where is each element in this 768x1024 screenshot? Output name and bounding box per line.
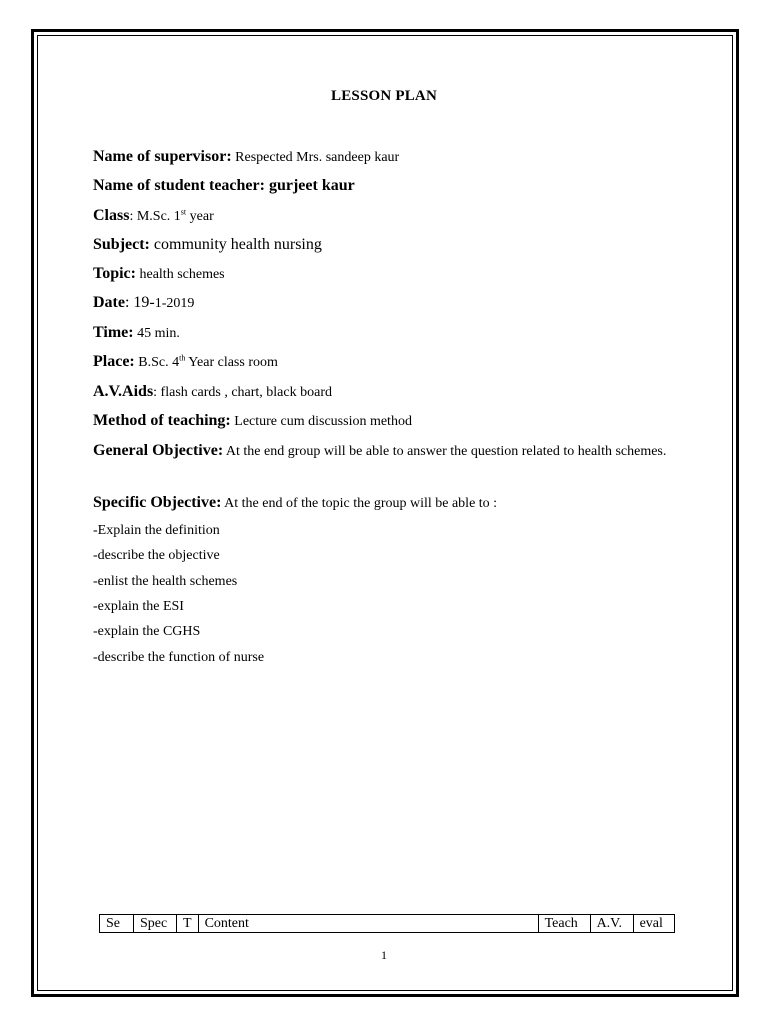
general-objective-block (93, 438, 688, 465)
table-header-cell: Teach (538, 915, 590, 933)
date-value-b: 1-2019 (154, 296, 195, 311)
topic-line (93, 264, 225, 285)
objective-item: -Explain the definition (93, 523, 220, 538)
lesson-plan-table-header (99, 914, 675, 933)
table-header-cell: eval (633, 915, 674, 933)
subject-value: community health nursing (149, 236, 322, 253)
table-header-row (100, 915, 675, 933)
objective-item: -describe the function of nurse (93, 650, 265, 665)
class-value-post: year (186, 209, 214, 224)
date-line (93, 293, 194, 314)
place-line (93, 352, 278, 373)
student-teacher-line (93, 176, 355, 197)
time-value: 45 min. (133, 326, 180, 341)
class-superscript: st (180, 207, 187, 217)
table-header-cell: Se (100, 915, 134, 933)
place-value-post: Year class room (185, 355, 278, 370)
av-aids-value: : flash cards , chart, black board (153, 385, 332, 400)
objective-item: -enlist the health schemes (93, 574, 238, 589)
subject-label: Subject: (93, 236, 150, 253)
av-aids-label: A.V.Aids (93, 383, 154, 400)
time-label: Time: (93, 324, 134, 341)
supervisor-line (93, 147, 399, 168)
objective-item: -explain the ESI (93, 599, 184, 614)
method-label: Method of teaching: (93, 412, 231, 429)
subject-line (93, 235, 322, 256)
table-header-cell: A.V. (590, 915, 633, 933)
page-number: 1 (381, 948, 387, 962)
method-line (93, 411, 412, 432)
place-superscript: th (179, 353, 186, 363)
supervisor-value: Respected Mrs. sandeep kaur (231, 150, 400, 165)
table-header-cell: Spec (134, 915, 177, 933)
date-label: Date (93, 294, 125, 311)
objective-item: -explain the CGHS (93, 624, 201, 639)
method-value: Lecture cum discussion method (230, 414, 412, 429)
general-objective-label: General Objective: (93, 442, 224, 459)
specific-objective-line (93, 493, 497, 514)
page-title: LESSON PLAN (331, 88, 437, 104)
supervisor-label: Name of supervisor: (93, 148, 232, 165)
student-teacher-label: Name of student teacher: gurjeet kaur (93, 177, 355, 194)
av-aids-line (93, 382, 332, 403)
general-objective-value: At the end group will be able to answer the question related to health schemes. (223, 444, 667, 459)
table-header-cell: T (177, 915, 199, 933)
topic-label: Topic: (93, 265, 136, 282)
objective-item: -describe the objective (93, 548, 220, 563)
date-value-a: : 19- (124, 294, 155, 311)
specific-objective-value: At the end of the topic the group will be able to : (221, 496, 498, 511)
place-label: Place: (93, 353, 135, 370)
class-value-pre: : M.Sc. 1 (129, 209, 181, 224)
table-header-cell: Content (198, 915, 538, 933)
topic-value: health schemes (135, 267, 225, 282)
specific-objective-label: Specific Objective: (93, 494, 222, 511)
class-line (93, 206, 214, 227)
class-label: Class (93, 207, 130, 224)
place-value-pre: B.Sc. 4 (134, 355, 180, 370)
time-line (93, 323, 180, 344)
